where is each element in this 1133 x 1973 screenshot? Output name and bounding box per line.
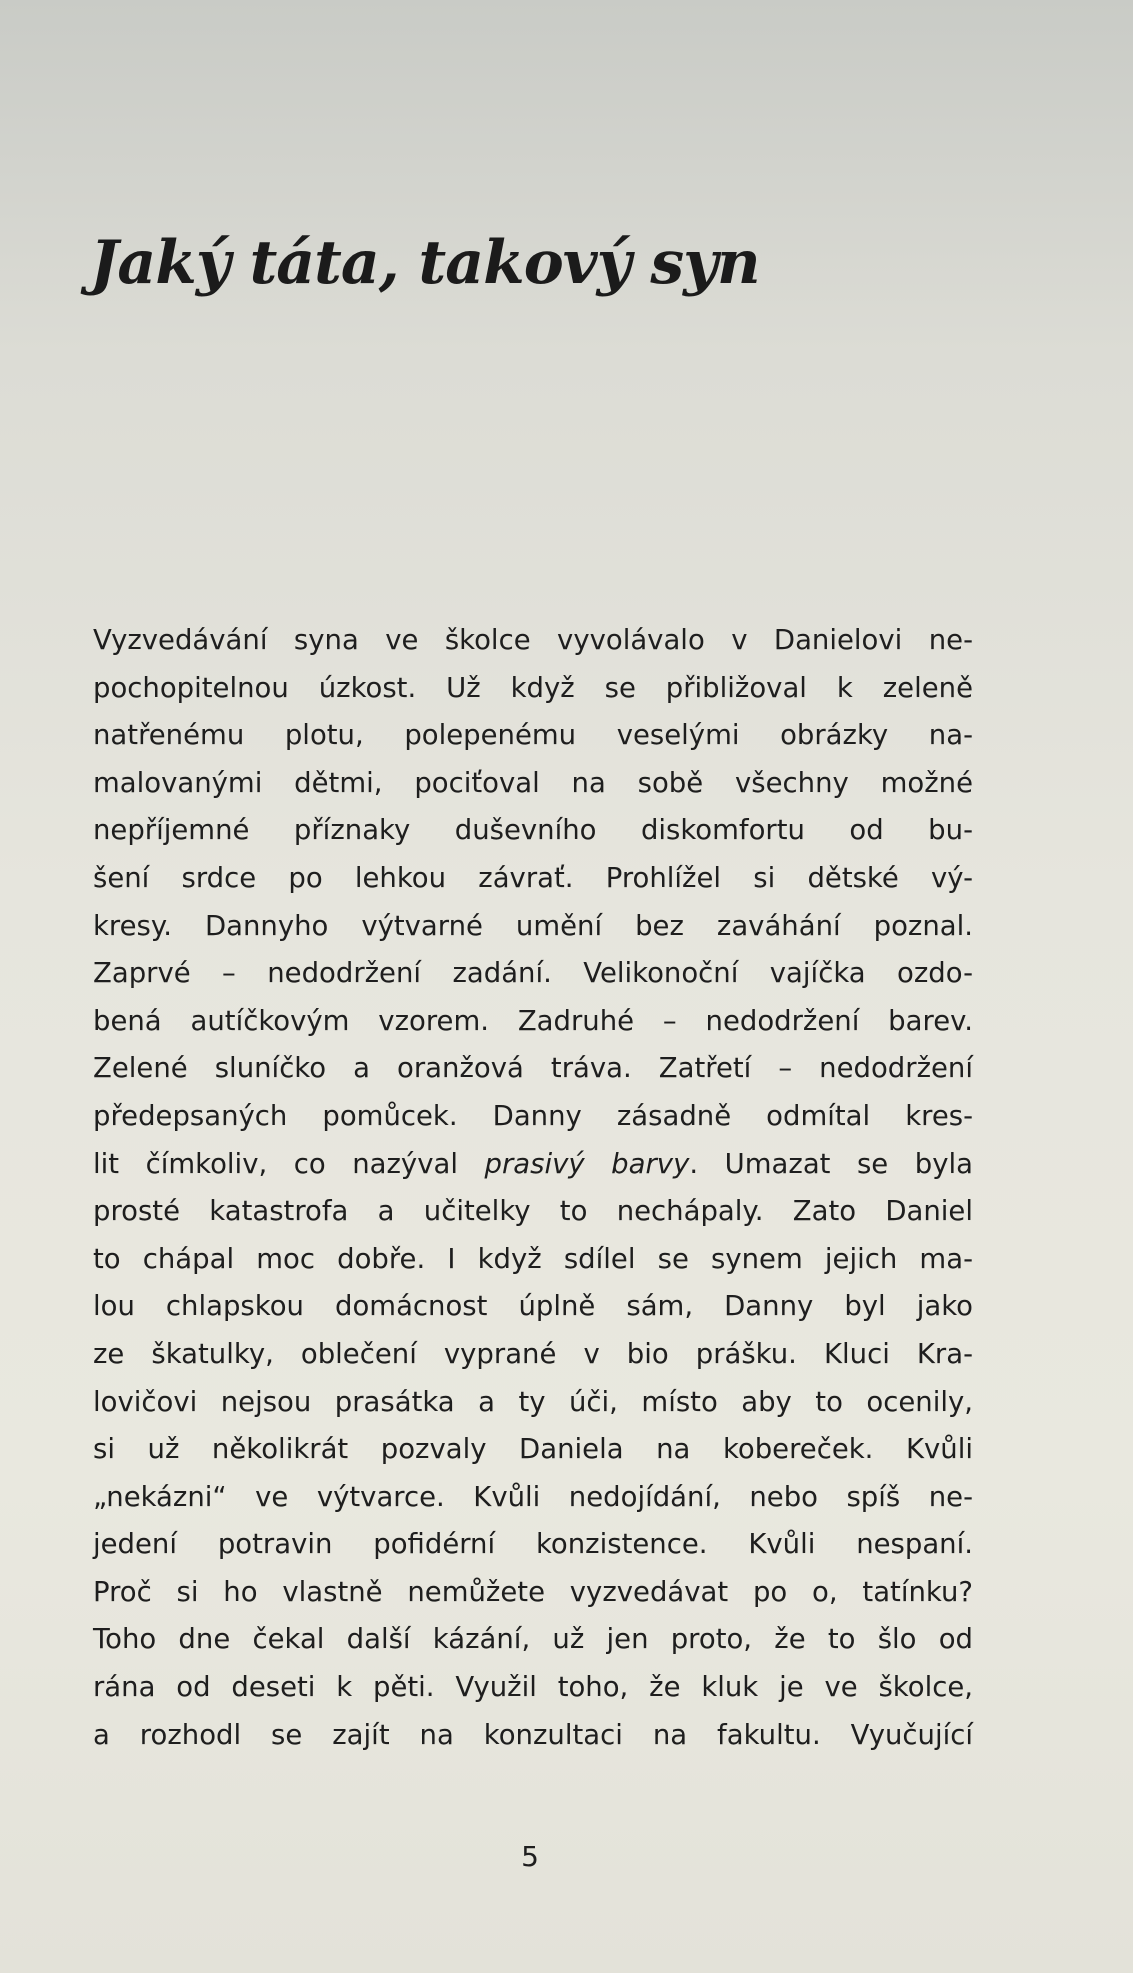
text-line: jedení potravin pofidérní konzistence. Kvůli nespaní. — [93, 1528, 973, 1561]
text-line: rána od deseti k pěti. Využil toho, že kluk je ve školce, — [93, 1671, 973, 1704]
italic-phrase: prasivý barvy — [484, 1147, 690, 1180]
text-line: prosté katastrofa a učitelky to nechápaly. Zato Daniel — [93, 1195, 973, 1228]
text-line: si už několikrát pozvaly Daniela na kobereček. Kvůli — [93, 1433, 973, 1466]
text-line: šení srdce po lehkou závrať. Prohlížel si dětské vý- — [93, 861, 973, 894]
text-line: Toho dne čekal další kázání, už jen proto, že to šlo od — [93, 1623, 973, 1656]
page-number: 5 — [521, 1840, 539, 1873]
text-line-with-italic — [93, 1141, 973, 1189]
text-line: lou chlapskou domácnost úplně sám, Danny byl jako — [93, 1290, 973, 1323]
text-segment: . Umazat se byla — [689, 1147, 973, 1180]
text-line: to chápal moc dobře. I když sdílel se synem jejich ma- — [93, 1242, 973, 1275]
text-line: a rozhodl se zajít na konzultaci na fakultu. Vyučující — [93, 1718, 973, 1751]
text-line: předepsaných pomůcek. Danny zásadně odmítal kres- — [93, 1099, 973, 1132]
text-line: Zaprvé – nedodržení zadání. Velikonoční vajíčka ozdo- — [93, 957, 973, 990]
body-text — [93, 617, 973, 1759]
text-line: kresy. Dannyho výtvarné umění bez zaváhání poznal. — [93, 909, 973, 942]
text-line: Vyzvedávání syna ve školce vyvolávalo v Danielovi ne- — [93, 624, 973, 656]
text-line: lovičovi nejsou prasátka a ty úči, místo aby to ocenily, — [93, 1385, 973, 1418]
text-line: natřenému plotu, polepenému veselými obrázky na- — [93, 719, 973, 752]
text-line: ze škatulky, oblečení vyprané v bio prášku. Kluci Kra- — [93, 1337, 973, 1370]
text-line: „nekázni“ ve výtvarce. Kvůli nedojídání, nebo spíš ne- — [93, 1480, 973, 1513]
text-segment: lit čímkoliv, co nazýval — [93, 1147, 458, 1180]
text-line: malovanými dětmi, pociťoval na sobě všechny možné — [93, 766, 973, 799]
text-line: nepříjemné příznaky duševního diskomfortu od bu- — [93, 814, 973, 847]
text-line: pochopitelnou úzkost. Už když se přibližoval k zeleně — [93, 671, 973, 704]
text-line: bená autíčkovým vzorem. Zadruhé – nedodržení barev. — [93, 1004, 973, 1037]
text-line: Zelené sluníčko a oranžová tráva. Zatřetí – nedodržení — [93, 1052, 973, 1085]
chapter-title: Jaký táta, takový syn — [90, 228, 760, 298]
text-line: Proč si ho vlastně nemůžete vyzvedávat po o, tatínku? — [93, 1575, 973, 1608]
